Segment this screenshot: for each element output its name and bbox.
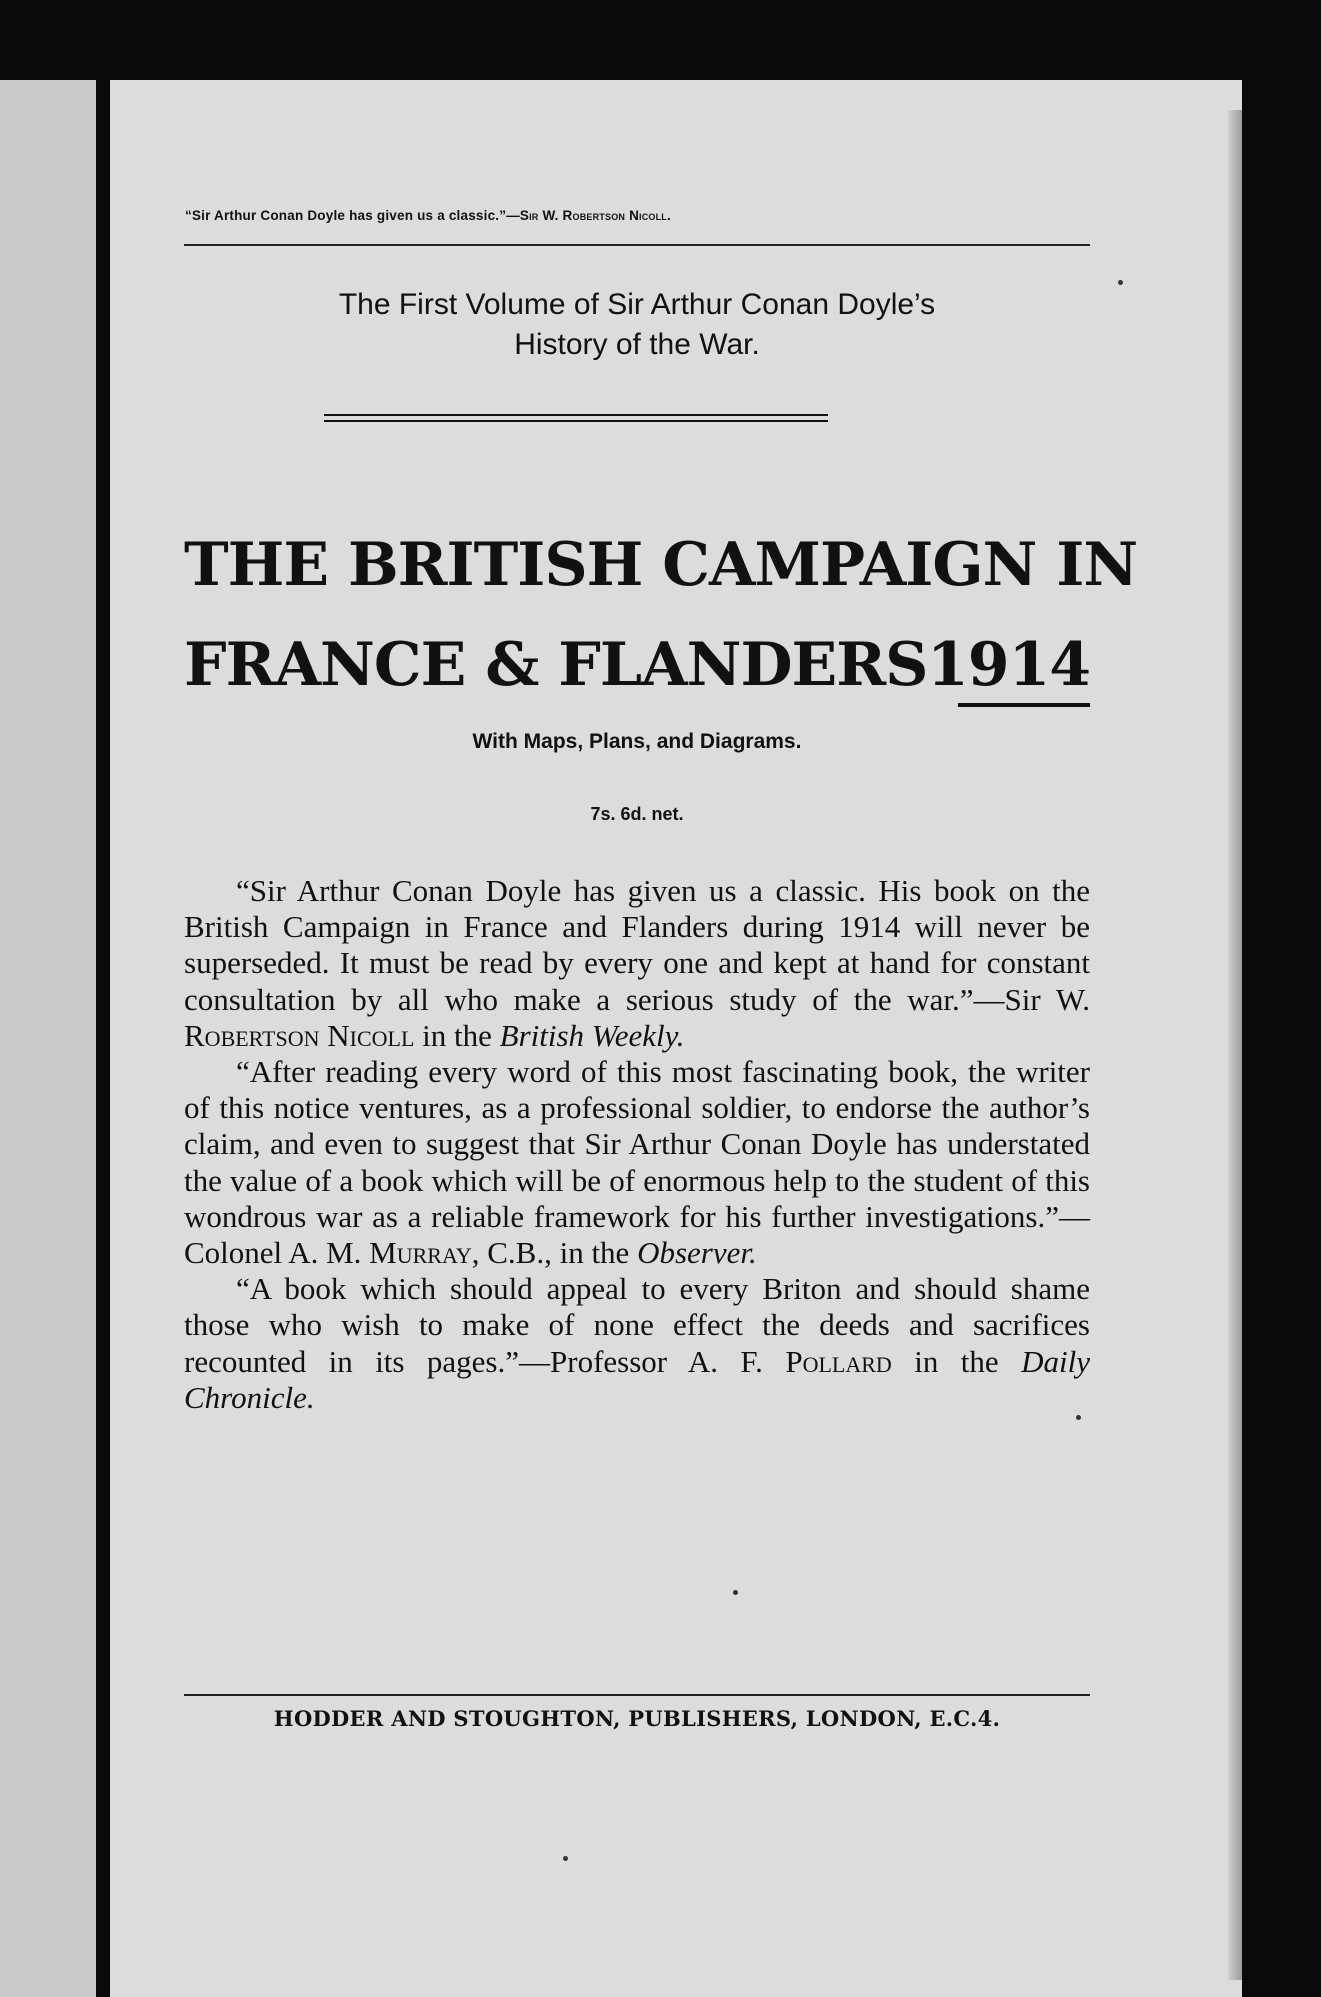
reviewer-name: Murray — [369, 1235, 472, 1271]
review-connector: in the — [559, 1235, 630, 1271]
volume-subtitle — [184, 285, 1090, 365]
book-title-line-2 — [184, 630, 1090, 700]
press-reviews — [184, 873, 1090, 1416]
review-quote: “A book which should appeal to every Briton and should shame those who wish to make of none effect the deeds and sacrifices recounted in its pages.”—Professor A. F. — [184, 1271, 1090, 1379]
with-maps-note: With Maps, Plans, and Diagrams. — [472, 730, 802, 753]
book-title-line-1: THE BRITISH CAMPAIGN IN — [184, 530, 1138, 600]
print-speck — [1118, 280, 1123, 285]
book-title-main: FRANCE & FLANDERS — [184, 630, 928, 700]
review-quote: “After reading every word of this most fascinating book, the writer of this notice ventures, as a professional soldier, to endorse the author’s claim, and even to suggest that Sir Arthur Conan Doyle has understated the value of a book which will be of enormous help to the student of this wondrous war as a reliable framework for his further investigations.”—Colonel A. M. — [184, 1054, 1090, 1271]
header-quote-text: “Sir Arthur Conan Doyle has given us a classic.”— — [185, 208, 520, 223]
price: 7s. 6d. net. — [590, 804, 684, 824]
subtitle-line-2: History of the War. — [514, 328, 760, 361]
review-nicoll — [184, 873, 1090, 1054]
reviewer-name: Pollard — [785, 1343, 892, 1379]
reviewer-name: Robertson Nicoll — [184, 1017, 415, 1053]
book-title-year: 1914 — [927, 630, 1090, 700]
page-right-edge — [1228, 110, 1242, 1980]
publisher-imprint: HODDER AND STOUGHTON, PUBLISHERS, LONDON, E.C.4. — [273, 1706, 1001, 1731]
print-speck — [563, 1856, 568, 1861]
review-publication: British Weekly. — [499, 1017, 685, 1053]
review-publication: Observer. — [637, 1235, 757, 1271]
print-speck — [733, 1590, 738, 1595]
review-pollard — [184, 1271, 1090, 1416]
double-rule-divider — [324, 414, 828, 422]
adjacent-page-edge — [0, 80, 96, 1997]
header-quote-attribution: Sir W. Robertson Nicoll. — [519, 208, 671, 223]
subtitle-line-1: The First Volume of Sir Arthur Conan Doyle’s — [338, 288, 936, 321]
print-speck — [1076, 1415, 1081, 1420]
review-quote: “Sir Arthur Conan Doyle has given us a classic. His book on the British Campaign in France and Flanders during 1914 will never be superseded. It must be read by every one and kept at hand for constant consultation by all who make a serious study of the war.”—Sir W. — [184, 873, 1090, 1017]
header-rule — [184, 244, 1090, 246]
advertisement-page — [110, 80, 1242, 1997]
footer-rule — [184, 1694, 1090, 1696]
review-connector: in the — [914, 1343, 999, 1379]
review-connector: in the — [422, 1017, 492, 1053]
reviewer-suffix: , C.B., — [471, 1235, 552, 1271]
review-publication: Daily Chronicle. — [184, 1343, 1090, 1415]
review-murray — [184, 1054, 1090, 1271]
header-quote — [185, 208, 1085, 223]
year-underline — [958, 703, 1090, 707]
